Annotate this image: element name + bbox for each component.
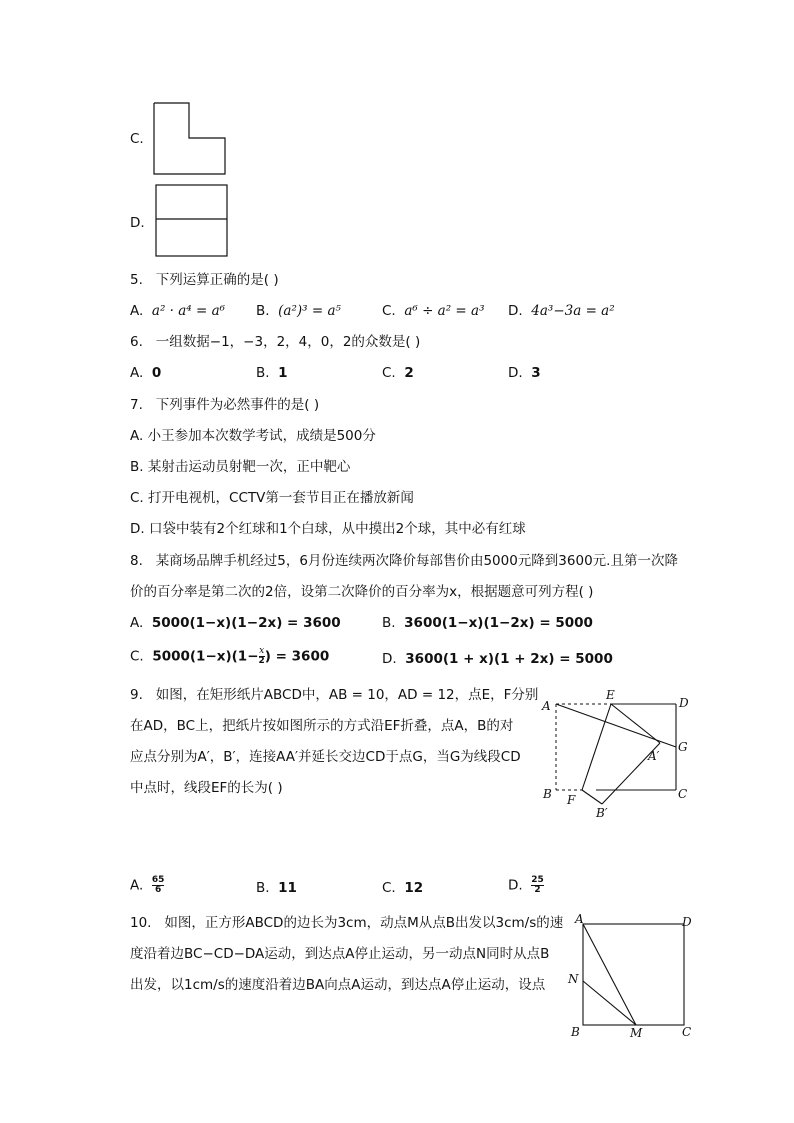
q5-option-b: B. (a²)³ = a⁵ — [256, 303, 341, 319]
q8-option-a: A. 5000(1−x)(1−2x) = 3600 — [130, 615, 341, 631]
q7-option-d: D. 口袋中装有2个红球和1个白球，从中摸出2个球，其中必有红球 — [130, 521, 526, 537]
label-M: M — [630, 1026, 643, 1040]
question-10-stem-line2: 度沿着边BC−CD−DA运动，到达点A停止运动，另一动点N同时从点B — [130, 946, 550, 962]
q8-option-d: D. 3600(1 + x)(1 + 2x) = 5000 — [382, 651, 613, 667]
q9-option-b: B. 11 — [256, 880, 297, 896]
label-A: A — [575, 912, 584, 926]
option-c-label: C. — [130, 131, 144, 147]
question-5-stem — [130, 271, 279, 289]
q6-option-a: A. 0 — [130, 365, 162, 381]
q6-option-d: D. 3 — [508, 365, 541, 381]
question-number: 6. — [130, 334, 143, 350]
q7-option-a: A. 小王参加本次数学考试，成绩是500分 — [130, 428, 376, 444]
question-7-stem — [130, 396, 319, 414]
question-8-stem-line2: 价的百分率是第二次的2倍，设第二次降价的百分率为x，根据题意可列方程( ) — [130, 584, 594, 600]
q9-option-c: C. 12 — [382, 880, 424, 896]
label-B-prime: B′ — [596, 806, 608, 820]
q6-option-c: C. 2 — [382, 365, 414, 381]
q9-folded-rectangle-figure — [536, 684, 696, 824]
q9-option-d: D. $\frac{25}{2}$ — [508, 875, 544, 895]
q7-option-b: B. 某射击运动员射靶一次，正中靶心 — [130, 459, 351, 475]
label-F: F — [567, 793, 576, 807]
q7-option-c: C. 打开电视机，CCTV第一套节目正在播放新闻 — [130, 490, 414, 506]
question-text: 下列事件为必然事件的是( ) — [155, 397, 320, 413]
l-shape-figure — [150, 100, 232, 178]
question-10-stem-line3: 出发，以1cm/s的速度沿着边BA向点A运动，到达点A停止运动，设点 — [130, 977, 546, 993]
q10-square-figure — [564, 910, 704, 1042]
label-G: G — [678, 740, 688, 754]
question-number: 8. — [130, 553, 143, 569]
label-B: B — [571, 1025, 580, 1039]
label-D: D — [682, 915, 692, 929]
question-9-stem-line3: 应点分别为A′，B′，连接AA′并延长交边CD于点G，当G为线段CD — [130, 749, 521, 765]
question-text-line1: 某商场品牌手机经过5，6月份连续两次降价每部售价由5000元降到3600元.且第一次降 — [155, 553, 678, 569]
question-number: 9. — [130, 687, 143, 703]
question-text: 下列运算正确的是( ) — [155, 272, 279, 288]
question-10-stem — [130, 914, 563, 932]
question-text: 一组数据−1，−3，2，4，0，2的众数是( ) — [155, 334, 421, 350]
q5-option-d: D. 4a³−3a = a² — [508, 303, 615, 319]
question-number: 10. — [130, 915, 152, 931]
option-d-label: D. — [130, 215, 145, 231]
label-A-prime: A′ — [648, 749, 660, 763]
label-B: B — [543, 787, 552, 801]
label-C: C — [682, 1025, 692, 1039]
q6-option-b: B. 1 — [256, 365, 288, 381]
q9-option-a: A. $\frac{65}{6}$ — [130, 875, 165, 895]
q8-option-b: B. 3600(1−x)(1−2x) = 5000 — [382, 615, 593, 631]
question-text-line1: 如图，在矩形纸片ABCD中，AB = 10，AD = 12，点E，F分别 — [155, 687, 539, 703]
q8-option-c: C. 5000(1−x)(1− $\frac{x}{2}$ ) = 3600 — [130, 646, 330, 666]
q5-option-a: A. a² · a⁴ = a⁶ — [130, 303, 226, 319]
label-C: C — [678, 787, 688, 801]
question-9-stem-line2: 在AD，BC上，把纸片按如图所示的方式沿EF折叠，点A，B的对 — [130, 718, 514, 734]
question-9-stem — [130, 686, 538, 704]
label-A: A — [542, 699, 551, 713]
question-number: 7. — [130, 397, 143, 413]
question-number: 5. — [130, 272, 143, 288]
q5-option-c: C. a⁶ ÷ a² = a³ — [382, 303, 485, 319]
split-rectangle-figure — [150, 182, 232, 260]
question-8-stem — [130, 552, 678, 570]
question-text-line1: 如图，正方形ABCD的边长为3cm，动点M从点B出发以3cm/s的速 — [164, 915, 564, 931]
label-N: N — [568, 972, 579, 986]
label-D: D — [679, 696, 689, 710]
question-9-stem-line4: 中点时，线段EF的长为( ) — [130, 780, 283, 796]
label-E: E — [606, 688, 615, 702]
question-6-stem — [130, 333, 420, 351]
